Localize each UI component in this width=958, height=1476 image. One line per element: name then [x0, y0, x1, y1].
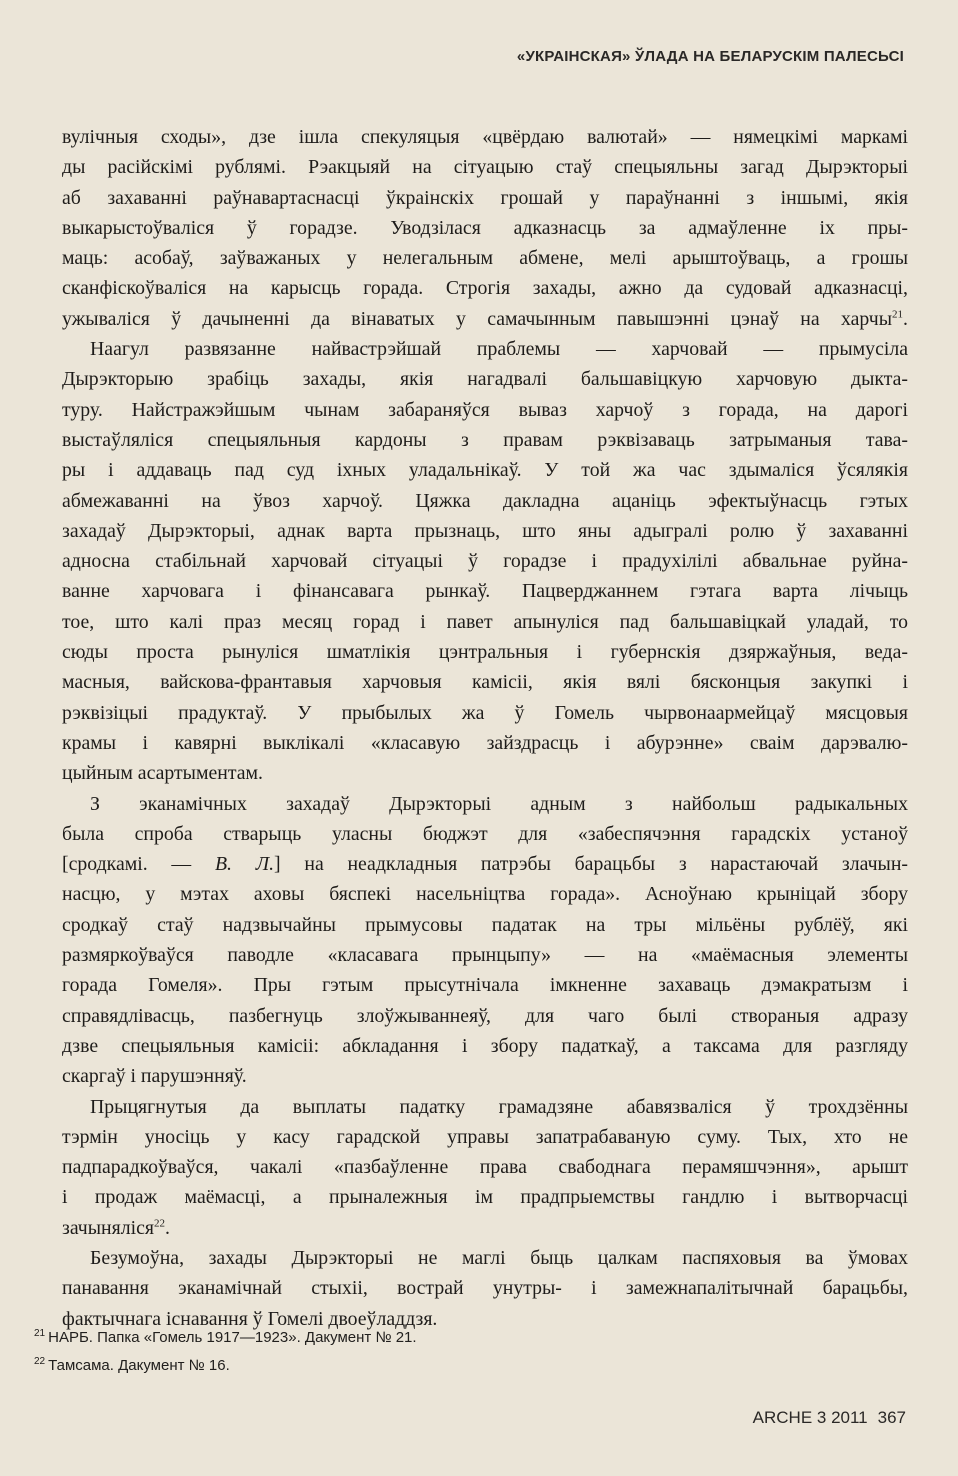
text-line: крамы і кавярні выклікалі «класавую зайздрасць і абурэнне» сваім дарэвалю-: [62, 731, 908, 754]
paragraph-3: [62, 789, 908, 1092]
main-text: [62, 122, 908, 1334]
text-line: насцю, у мэтах аховы бяспекі насельніцтва горада». Асноўнаю крыніцай збору: [62, 883, 908, 906]
author-initials: В. Л.: [214, 853, 275, 876]
footnote-number: 21: [34, 1328, 46, 1339]
text-line-content: зачыняліся: [62, 1216, 154, 1239]
text-line: вулічныя сходы», дзе ішла спекуляцыя «цвёрдаю валютай» — нямецкімі маркамі: [62, 126, 908, 148]
text-line: выкарыстоўваліся ў горадзе. Уводзілася адказнасць за адмаўленне іх пры-: [62, 216, 908, 239]
text-line: цыйным асартыментам.: [62, 762, 263, 785]
text-line: ужываліся ў дачыненні да вінаватых у самачынным павышэнні цэнаў на харчы$^{21}$.: [62, 307, 908, 330]
text-line: Безумоўна, захады Дырэкторыі не маглі быць цалкам паспяховыя ва ўмовах: [90, 1246, 908, 1269]
text-line: сканфіскоўваліся на карысць горада. Строгія захады, ажно да судовай адказнасці,: [62, 277, 908, 300]
footnote-text: Тамсама. Дакумент № 16.: [48, 1357, 230, 1374]
text-line: фактычнага існавання ў Гомелі двоеўладдзя.: [62, 1307, 438, 1330]
text-line: захадаў Дырэкторыі, аднак варта прызнаць, што яны адыгралі ролю ў захаванні: [62, 519, 908, 542]
text-line: панавання эканамічнай стыхіі, вострай унутры- і замежнапалітычнай барацьбы,: [62, 1277, 908, 1300]
page-footer: [753, 1408, 906, 1428]
footnote-text: НАРБ. Папка «Гомель 1917—1923». Дакумент № 21.: [48, 1329, 417, 1346]
text-line: абмежаванні на ўвоз харчоў. Цяжка дакладна ацаніць эфектыўнасць гэтых: [62, 489, 908, 512]
text-line: адносна стабільнай харчовай сітуацыі ў горадзе і прадухілілі абвальнае руйна-: [62, 550, 908, 573]
text-line: тэрмін уносіць у касу гарадской управы запатрабаваную суму. Тых, хто не: [62, 1125, 908, 1148]
text-line: [сродкамі. — В. Л.] на неадкладныя патрэбы барацьбы з нарастаючай злачын-: [62, 853, 908, 876]
text-line: ды расійскімі рублямі. Рэакцыяй на сітуацыю стаў спецыяльны загад Дырэкторыі: [62, 156, 908, 179]
text-line: і продаж маёмасці, а прыналежныя ім прадпрыемствы гандлю і вытворчасці: [62, 1186, 908, 1209]
text-line: Наагул развязанне найвастрэйшай праблемы — харчовай — прымусіла: [90, 338, 908, 361]
footnote-ref: 21: [892, 308, 904, 321]
text-line: ры і аддаваць пад суд іхных уладальнікаў. У той жа час здымаліся ўсялякія: [62, 459, 908, 482]
text-line: тое, што калі праз месяц горад і павет апынуліся пад бальшавіцкай уладай, то: [62, 610, 908, 633]
text-line: дзве спецыяльныя камісіі: абкладання і збору падаткаў, а таксама для разгляду: [62, 1034, 908, 1057]
text-line: сродкаў стаў надзвычайны прымусовы падатак на тры мільёны рублёў, які: [62, 913, 908, 936]
text-line: маць: асобаў, заўважаных у нелегальным абмене, мелі арыштоўваць, а грошы: [62, 247, 908, 270]
page-number: 367: [877, 1408, 906, 1427]
text-line: справядлівасць, пазбегнуць злоўжываннеяў, для чаго былі створаныя адразу: [62, 1004, 908, 1027]
text-line: ванне харчовага і фінансавага рынкаў. Пацверджаннем гэтага варта лічыць: [62, 580, 908, 603]
text-line: размяркоўваўся паводле «класавага прынцыпу» — на «маёмасныя элементы: [62, 944, 908, 967]
paragraph-4: [62, 1092, 908, 1243]
text-line: Прыцягнутыя да выплаты падатку грамадзяне абавязваліся ў трохдзённы: [90, 1095, 908, 1118]
text-line: была спроба стварыць уласны бюджэт для «забеспячэння гарадскіх устаноў: [62, 822, 908, 845]
paragraph-5: [62, 1243, 908, 1334]
paragraph-1: [62, 122, 908, 334]
text-line: падпарадкоўваўся, чакалі «пазбаўленне права свабоднага перамяшчэння», арышт: [62, 1156, 908, 1179]
footnote-21: [34, 1324, 417, 1352]
footnotes: [34, 1324, 417, 1380]
text-line: З эканамічных захадаў Дырэкторыі адным з найбольш радыкальных: [90, 792, 908, 815]
footnote-ref: 22: [153, 1217, 165, 1230]
text-line: рэквізіцыі прадуктаў. У прыбылых жа ў Гомель чырвонаармейцаў мясцовыя: [62, 701, 908, 724]
journal-issue: ARCHE 3 2011: [752, 1408, 868, 1427]
text-line: скаргаў і парушэнняў.: [62, 1065, 247, 1088]
text-line: масныя, вайскова-франтавыя харчовыя камісіі, якія вялі бясконцыя закупкі і: [62, 671, 908, 694]
paragraph-2: [62, 334, 908, 788]
text-line: Дырэкторыю зрабіць захады, якія нагадвалі бальшавіцкую харчовую дыкта-: [62, 368, 908, 391]
footnote-number: 22: [34, 1356, 46, 1367]
text-line-content: ужываліся ў дачыненні да вінаватых у самачынным павышэнні цэнаў на харчы: [62, 307, 893, 330]
text-line: туру. Найстражэйшым чынам забараняўся вываз харчоў з горада, на дарогі: [62, 398, 908, 421]
text-line: выстаўляліся спецыяльныя кардоны з правам рэквізаваць затрыманыя тава-: [62, 428, 908, 451]
text-line: горада Гомеля». Пры гэтым прысутнічала імкненне захаваць дэмакратызм і: [62, 974, 908, 997]
text-line: аб захаванні раўнавартаснасці ўкраінскіх грошай у параўнанні з іншымі, якія: [62, 186, 908, 209]
text-line: зачыняліся$^{22}$.: [62, 1216, 170, 1239]
footnote-22: [34, 1352, 417, 1380]
text-line: сюды проста рынуліся шматлікія цэнтральныя і губернскія дзяржаўныя, веда-: [62, 641, 908, 664]
running-header: «УКРАІНСКАЯ» ЎЛАДА НА БЕЛАРУСКІМ ПАЛЕСЬСІ: [516, 48, 904, 65]
